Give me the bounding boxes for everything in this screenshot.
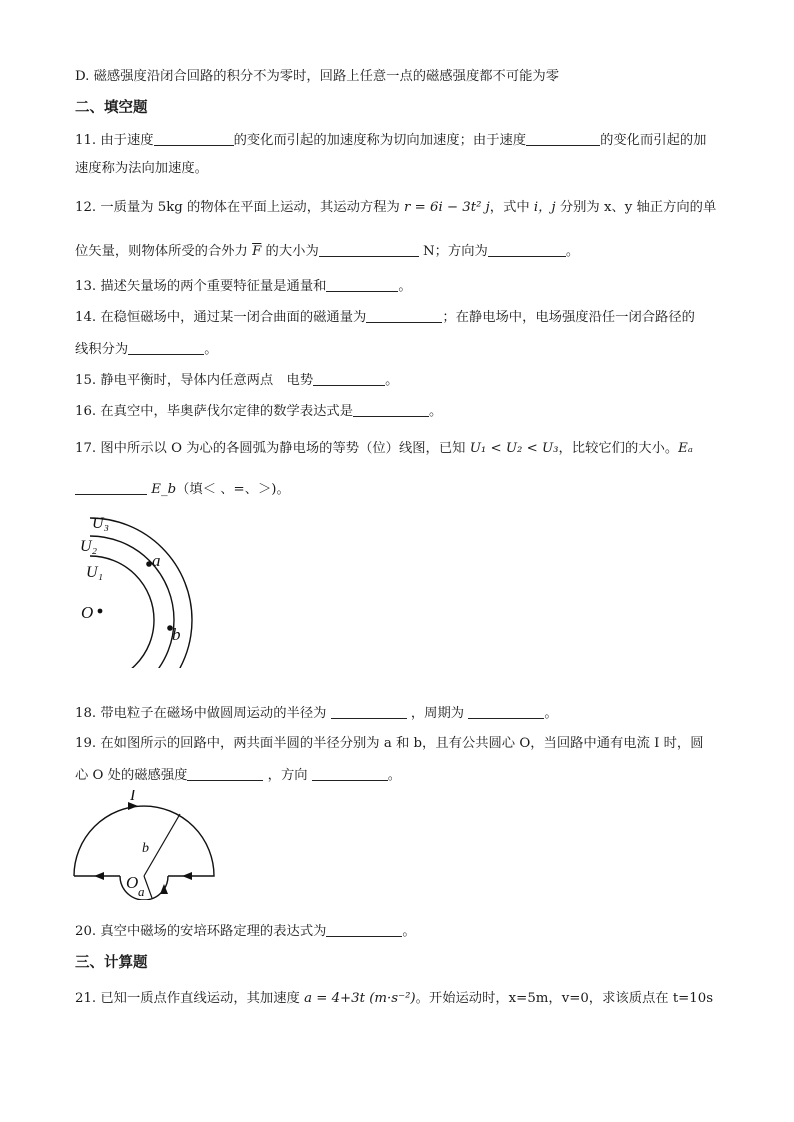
q12-blank-magnitude[interactable]: [319, 242, 419, 257]
label-u2: U₂: [80, 538, 98, 555]
q16-blank[interactable]: [353, 402, 429, 417]
question-11: [75, 131, 706, 150]
question-18: [75, 704, 558, 723]
semicircle-loop-svg: [64, 790, 224, 900]
figure-equipotential-arcs: [70, 508, 200, 668]
label-radius-b: b: [142, 841, 149, 856]
label-radius-a: a: [138, 884, 145, 899]
q11-text-2: 的变化而引起的加速度称为切向加速度；由于速度: [233, 133, 527, 148]
q13-text-2: 。: [398, 279, 412, 294]
question-15: [75, 371, 398, 390]
current-arrow-right-icon: [182, 872, 192, 880]
question-17: [75, 440, 693, 458]
radius-a-line: [144, 876, 152, 898]
label-a: a: [152, 551, 161, 570]
q14-text-3: 线积分为: [75, 342, 129, 357]
q17-text-3: （填＜ 、=、＞)。: [176, 482, 290, 497]
current-arrow-left-icon: [94, 872, 104, 880]
label-u3: U₃: [92, 515, 110, 532]
q16-text-1: 16. 在真空中，毕奥萨伐尔定律的数学表达式是: [75, 404, 354, 419]
question-14-line-2: [75, 340, 217, 359]
q17-ea-symbol: Eₐ: [678, 441, 693, 456]
q14-text-4: 。: [204, 342, 218, 357]
q18-blank-radius[interactable]: [331, 704, 407, 719]
q18-text-2: ，周期为: [406, 706, 469, 721]
q14-text-2: ；在静电场中，电场强度沿任一闭合路径的: [442, 310, 695, 325]
q17-text-1: 17. 图中所示以 O 为心的各圆弧为静电场的等势（位）线图，已知: [75, 441, 470, 456]
q11-text-4: 速度称为法向加速度。: [75, 161, 208, 176]
q20-text-2: 。: [402, 924, 416, 939]
q12-motion-equation: r = 6i − 3t² j: [404, 200, 490, 215]
center-o-dot: [98, 609, 103, 614]
q14-blank-2[interactable]: [128, 340, 204, 355]
q19-text-4: 。: [387, 768, 402, 783]
label-b: b: [172, 625, 181, 644]
q20-text-1: 20. 真空中磁场的安培环路定理的表达式为: [75, 924, 327, 939]
q11-blank-2[interactable]: [526, 131, 600, 146]
q17-blank[interactable]: [75, 480, 147, 495]
question-13: [75, 277, 412, 296]
q20-blank[interactable]: [326, 922, 402, 937]
q19-text-3: ，方向: [263, 768, 312, 783]
q11-blank-1[interactable]: [154, 131, 234, 146]
q12-unit-vectors: i，j: [533, 200, 556, 215]
q12-text-7: 。: [565, 244, 580, 259]
question-11-line-2: [75, 160, 208, 178]
q18-text-1: 18. 带电粒子在磁场中做圆周运动的半径为: [75, 706, 331, 721]
radius-b-line: [144, 814, 180, 876]
q16-text-2: 。: [429, 404, 443, 419]
q14-blank-1[interactable]: [366, 308, 442, 323]
question-16: [75, 402, 442, 421]
question-20: [75, 922, 416, 941]
q21-text-2: 。开始运动时，x=5m，v=0，求该质点在 t=10s: [415, 991, 714, 1006]
question-19-line-2: [75, 766, 401, 785]
q12-text-2: ，式中: [489, 200, 534, 215]
q12-text-1: 12. 一质量为 5kg 的物体在平面上运动，其运动方程为: [75, 200, 405, 215]
question-17-line-2: [75, 480, 290, 499]
question-10-option-d-text: D. 磁感强度沿闭合回路的积分不为零时，回路上任意一点的磁感强度都不可能为零: [75, 69, 560, 84]
q15-blank[interactable]: [313, 371, 385, 386]
q18-blank-period[interactable]: [468, 704, 544, 719]
section-calculation-title: 三、计算题: [75, 955, 148, 971]
question-12-line-2: [75, 242, 579, 261]
q12-blank-direction[interactable]: [488, 242, 566, 257]
q12-text-3: 分别为 x、y 轴正方向的单: [555, 200, 717, 215]
point-a-dot: [146, 561, 152, 567]
q11-text-1: 11. 由于速度: [75, 133, 154, 148]
q14-text-1: 14. 在稳恒磁场中，通过某一闭合曲面的磁通量为: [75, 310, 367, 325]
equipotential-arcs-svg: [70, 508, 200, 668]
question-21: [75, 990, 713, 1008]
q21-text-1: 21. 已知一质点作直线运动，其加速度: [75, 991, 305, 1006]
question-12: [75, 199, 716, 217]
q18-text-3: 。: [544, 706, 558, 721]
figure-semicircle-loop: [64, 790, 224, 900]
label-center-o: O: [126, 873, 139, 892]
q12-text-4: 位矢量，则物体所受的合外力: [75, 244, 253, 259]
q17-text-2: ，比较它们的大小。: [558, 441, 679, 456]
q15-text-2: 。: [385, 373, 399, 388]
q12-text-6: N；方向为: [418, 244, 488, 259]
label-o: O: [81, 603, 94, 622]
question-14: [75, 308, 695, 327]
label-current-i: I: [130, 790, 136, 804]
q13-text-1: 13. 描述矢量场的两个重要特征量是通量和: [75, 279, 327, 294]
q12-force-symbol: $\overline{F}$: [252, 244, 262, 259]
q19-blank-direction[interactable]: [312, 766, 388, 781]
q19-blank-magnitude[interactable]: [187, 766, 263, 781]
question-10-option-d: [75, 68, 559, 86]
q17-eb-symbol: E_b: [151, 482, 177, 497]
q17-potential-condition: U₁ < U₂ < U₃: [469, 441, 559, 456]
arc-u3: [90, 518, 192, 668]
q21-acceleration-equation: a = 4+3t (m·s⁻²): [304, 991, 416, 1006]
arc-u2: [90, 536, 174, 668]
q19-text-2: 心 O 处的磁感强度: [75, 768, 188, 783]
label-u1: U₁: [86, 564, 104, 581]
q19-text-1: 19. 在如图所示的回路中，两共面半圆的半径分别为 a 和 b，且有公共圆心 O，当回路中通有电流 I 时，圆: [75, 736, 704, 751]
q13-blank[interactable]: [326, 277, 398, 292]
q11-text-3: 的变化而引起的加: [600, 133, 707, 148]
question-19: [75, 735, 704, 753]
section-fill-in-blank-title: 二、填空题: [75, 100, 148, 116]
q15-text-1: 15. 静电平衡时，导体内任意两点 电势: [75, 373, 314, 388]
q12-text-5: 的大小为: [261, 244, 319, 259]
